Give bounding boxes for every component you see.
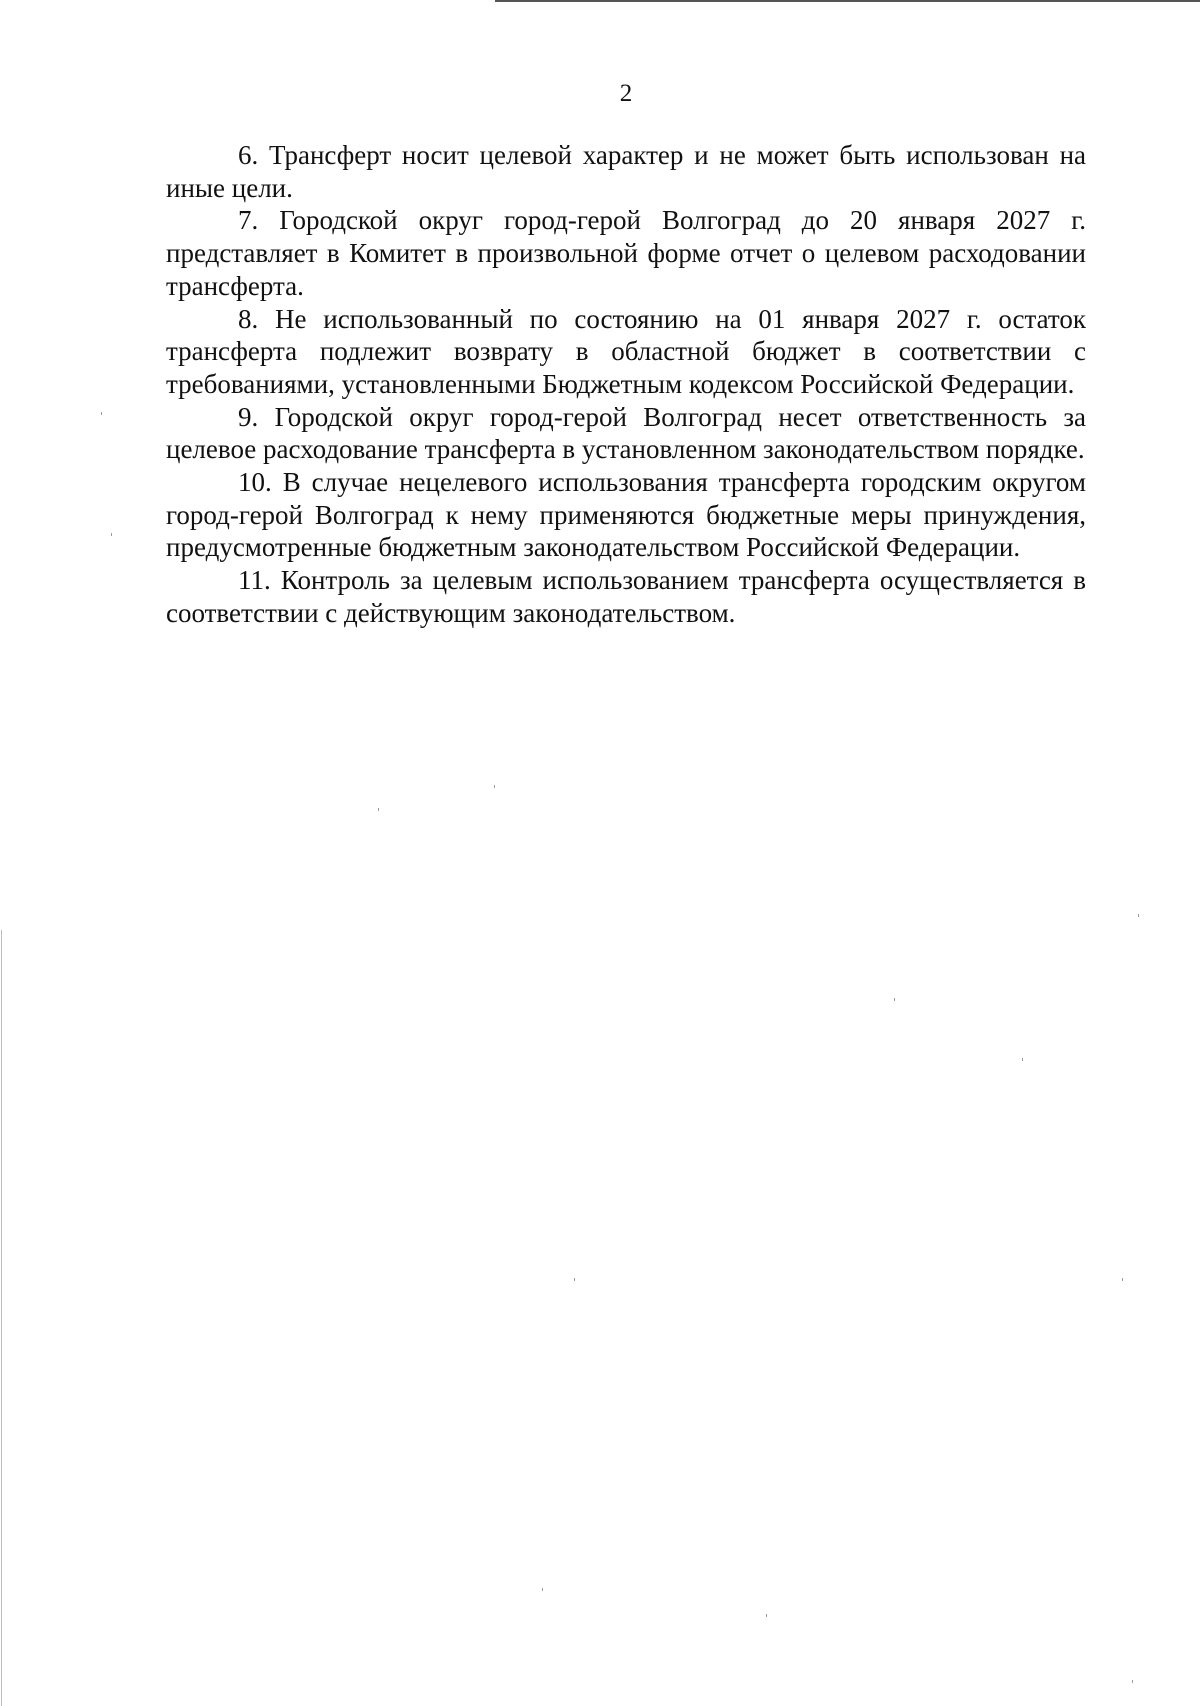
paragraph-6: 6. Трансферт носит целевой характер и не может быть использован на иные цели.: [166, 140, 1086, 203]
scan-speck: [894, 998, 895, 1001]
document-body: [166, 139, 1086, 630]
paragraph-9: 9. Городской округ город-герой Волгоград несет ответственность за целевое расходование трансферта в установленном законодательством порядке.: [166, 401, 1086, 465]
paragraph-11: 11. Контроль за целевым использованием трансферта осуществляется в соответствии с действующим законодательством.: [166, 565, 1086, 628]
scan-speck: [1022, 1058, 1023, 1061]
scan-speck: [766, 1614, 767, 1617]
scan-speck: [1132, 1680, 1133, 1683]
scan-edge-left: [1, 930, 2, 1706]
scan-speck: [378, 808, 379, 811]
scan-edge-top: [495, 0, 1200, 2]
scan-speck: [101, 412, 102, 415]
page-number: 2: [619, 80, 633, 107]
scan-speck: [574, 1278, 575, 1281]
paragraph-7: 7. Городской округ город-герой Волгоград до 20 января 2027 г. представляет в Комитет в произвольной форме отчет о целевом расходовании трансферта.: [166, 205, 1086, 301]
scan-speck: [1138, 914, 1139, 917]
scan-speck: [542, 1588, 543, 1591]
paragraph-10: 10. В случае нецелевого использования трансферта городским округом город-герой Волгоград к нему применяются бюджетные меры принуждения, предусмотренные бюджетным законодательством Российской Федерации.: [166, 467, 1086, 563]
paragraph-8: 8. Не использованный по состоянию на 01 января 2027 г. остаток трансферта подлежит возврату в областной бюджет в соответствии с требованиями, установленными Бюджетным кодексом Российской Федерации.: [166, 303, 1086, 399]
scan-speck: [494, 785, 495, 788]
scan-speck: [111, 533, 112, 536]
scan-speck: [1122, 1278, 1123, 1281]
